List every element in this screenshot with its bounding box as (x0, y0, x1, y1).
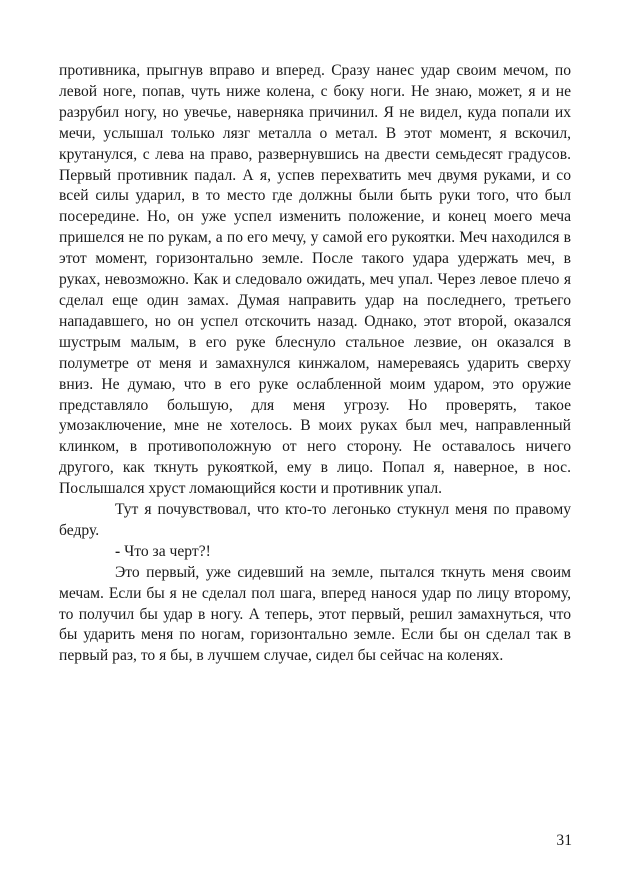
paragraph-4: Это первый, уже сидевший на земле, пытался ткнуть меня своим мечам. Если бы я не сделал пол шага, вперед нанося удар по лицу второму, то получил бы удар в ногу. А теперь, этот первый, решил замахнуться, что бы ударить меня по ногам, горизонтально земле. Если бы он сделал так в первый раз, то я бы, в лучшем случае, сидел бы сейчас на коленях. (59, 563, 571, 665)
page-number: 31 (556, 832, 572, 849)
dialogue-text: Что за черт?! (120, 542, 211, 560)
paragraph-2: Тут я почувствовал, что кто-то легонько стукнул меня по правому бедру. (59, 501, 571, 539)
dialogue-dash: - (115, 542, 121, 560)
paragraph-1: противника, прыгнув вправо и вперед. Сразу нанес удар своим мечом, по левой ноге, попав, чуть ниже колена, с боку ноги. Не знаю, может, я и не разрубил ногу, но увечье, наверняка причинил. Я не видел, куда попали их мечи, услышал только лязг металла о метал. В этот момент, я вскочил, крутанулся, с лева на право, развернувшись на двести семьдесят градусов. Первый противник падал. А я, успев перехватить меч двумя руками, и со всей силы ударил, в то место где должны были быть руки того, что был посередине. Но, он уже успел изменить положение, и конец моего меча пришелся не по рукам, а по его мечу, у самой его рукоятки. Меч находился в этот момент, горизонтально земле. После такого удара удержать меч, в руках, невозможно. Как и следовало ожидать, меч упал. Через левое плечо я сделал еще один замах. Думая направить удар на последнего, третьего нападавшего, но он успел отскочить назад. Однако, этот второй, оказался шустрым малым, в его руке блеснуло стальное лезвие, он оказался в полуметре от меня и замахнулся кинжалом, намереваясь ударить сверху вниз. Не думаю, что в его руке ослабленной моим ударом, это оружие представляло большую, для меня угрозу. Но проверять, такое умозаключение, мне не хотелось. В моих руках был меч, направленный клинком, в противоположную от него сторону. Не оставалось ничего другого, как ткнуть рукояткой, ему в лицо. Попал я, наверное, в нос. Послышался хруст ломающийся кости и противник упал. (59, 62, 571, 498)
body-text (59, 61, 571, 667)
paragraph-3-dialogue (59, 542, 571, 563)
